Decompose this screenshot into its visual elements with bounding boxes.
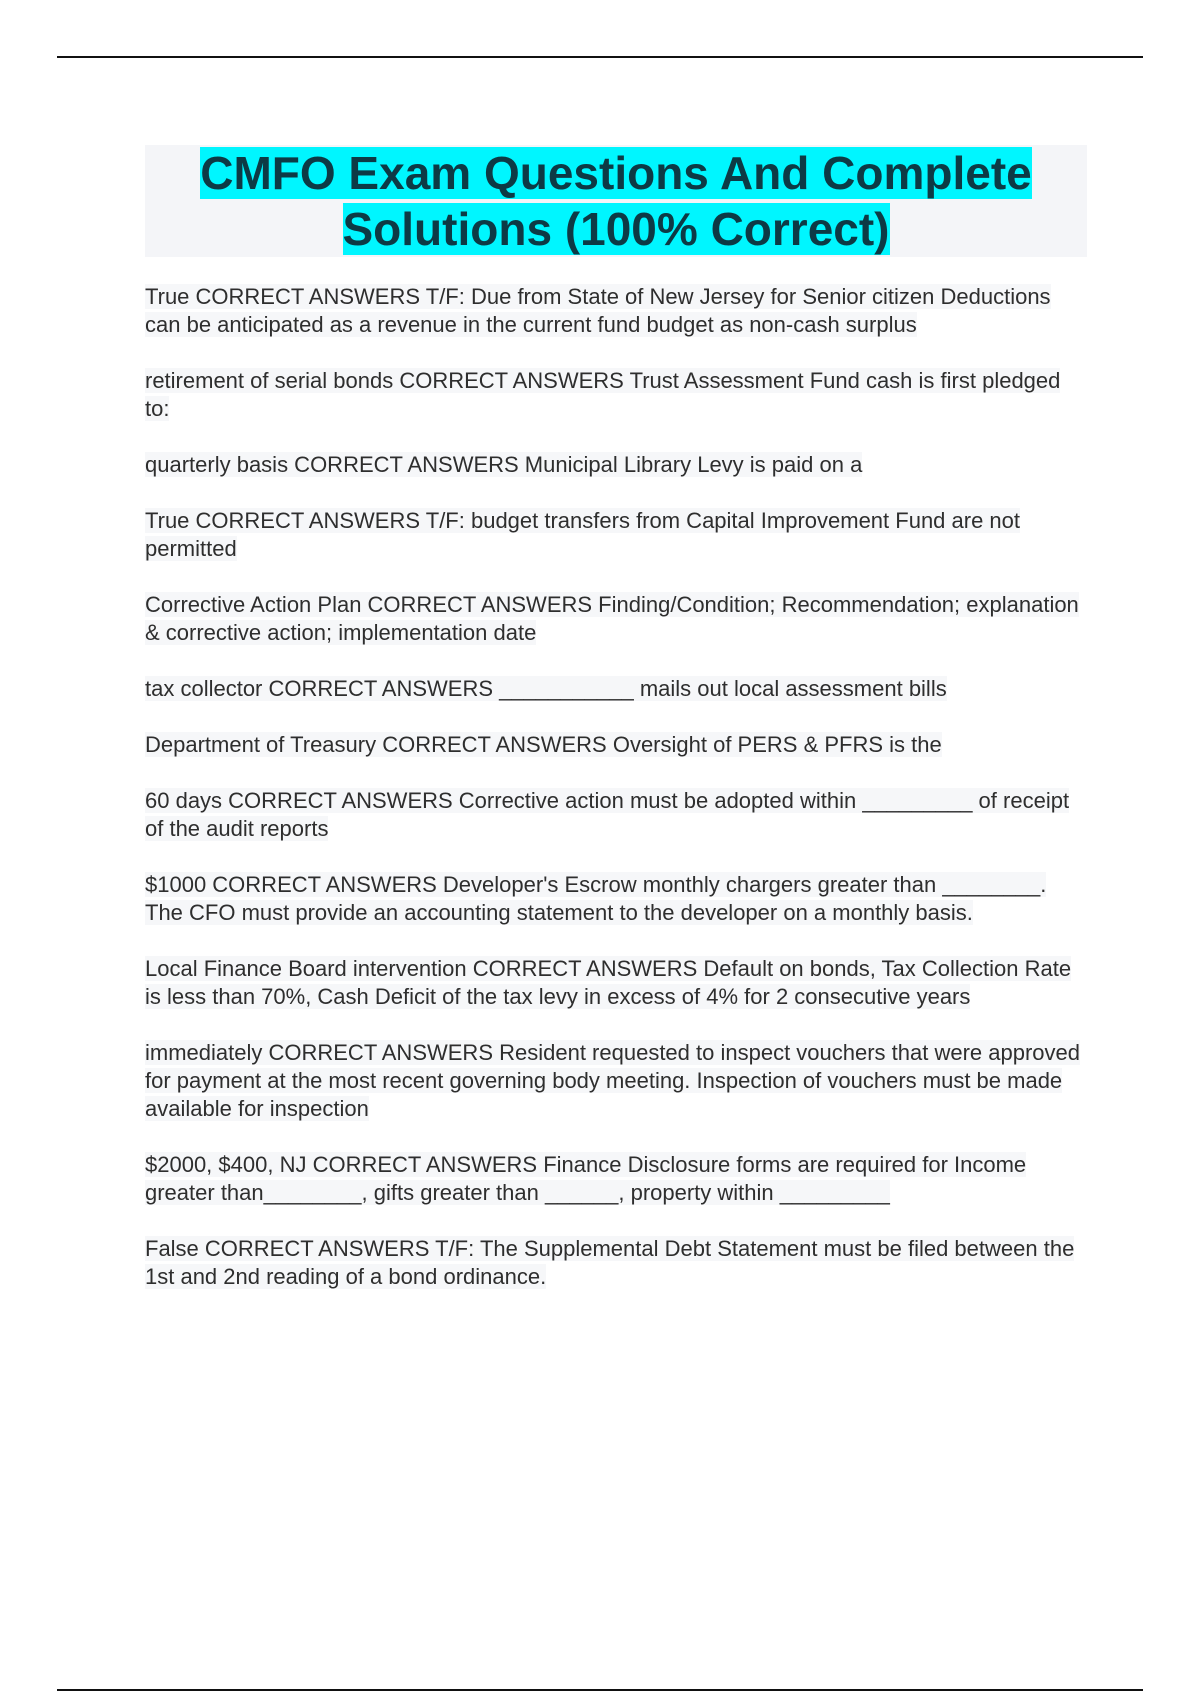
qa-item-5 [145, 591, 1087, 647]
title-highlight-2: Solutions (100% Correct) [342, 203, 890, 255]
qa-item-text: tax collector CORRECT ANSWERS ___________ mails out local assessment bills [145, 676, 947, 701]
qa-item-2 [145, 367, 1087, 423]
qa-item-text: 60 days CORRECT ANSWERS Corrective action must be adopted within _________ of receipt of the audit reports [145, 788, 1070, 841]
qa-item-text: Corrective Action Plan CORRECT ANSWERS Finding/Condition; Recommendation; explanation & corrective action; implementation date [145, 592, 1079, 645]
qa-item-text: True CORRECT ANSWERS T/F: Due from State of New Jersey for Senior citizen Deductions can be anticipated as a revenue in the current fund budget as non-cash surplus [145, 284, 1051, 337]
qa-item-text: quarterly basis CORRECT ANSWERS Municipal Library Levy is paid on a [145, 452, 863, 477]
qa-item-8 [145, 787, 1087, 843]
qa-item-7 [145, 731, 1087, 759]
page-title-line-2 [145, 201, 1087, 257]
qa-item-text: $1000 CORRECT ANSWERS Developer's Escrow monthly chargers greater than ________. The CFO must provide an accounting statement to the developer on a monthly basis. [145, 872, 1047, 925]
qa-item-13 [145, 1235, 1087, 1291]
qa-item-6 [145, 675, 1087, 703]
qa-item-text: retirement of serial bonds CORRECT ANSWERS Trust Assessment Fund cash is first pledged to: [145, 368, 1061, 421]
qa-item-text: immediately CORRECT ANSWERS Resident requested to inspect vouchers that were approved for payment at the most recent governing body meeting. Inspection of vouchers must be made available for inspection [145, 1040, 1081, 1121]
title-highlight-1: CMFO Exam Questions And Complete [200, 147, 1032, 199]
top-rule [57, 56, 1143, 58]
qa-item-11 [145, 1039, 1087, 1123]
qa-item-12 [145, 1151, 1087, 1207]
qa-item-1 [145, 283, 1087, 339]
qa-item-10 [145, 955, 1087, 1011]
qa-item-text: Department of Treasury CORRECT ANSWERS Oversight of PERS & PFRS is the [145, 732, 942, 757]
qa-item-4 [145, 507, 1087, 563]
qa-item-9 [145, 871, 1087, 927]
qa-item-text: True CORRECT ANSWERS T/F: budget transfers from Capital Improvement Fund are not permitted [145, 508, 1021, 561]
title-block [145, 145, 1087, 257]
qa-item-text: $2000, $400, NJ CORRECT ANSWERS Finance Disclosure forms are required for Income greater than________, gifts greater than ______, property within _________ [145, 1152, 1027, 1205]
qa-item-3 [145, 451, 1087, 479]
qa-item-text: False CORRECT ANSWERS T/F: The Supplemental Debt Statement must be filed between the 1st and 2nd reading of a bond ordinance. [145, 1236, 1075, 1289]
bottom-rule [57, 1689, 1143, 1691]
qa-item-text: Local Finance Board intervention CORRECT ANSWERS Default on bonds, Tax Collection Rate is less than 70%, Cash Deficit of the tax levy in excess of 4% for 2 consecutive years [145, 956, 1072, 1009]
qa-list [145, 283, 1087, 1319]
page-title-line-1 [145, 145, 1087, 201]
